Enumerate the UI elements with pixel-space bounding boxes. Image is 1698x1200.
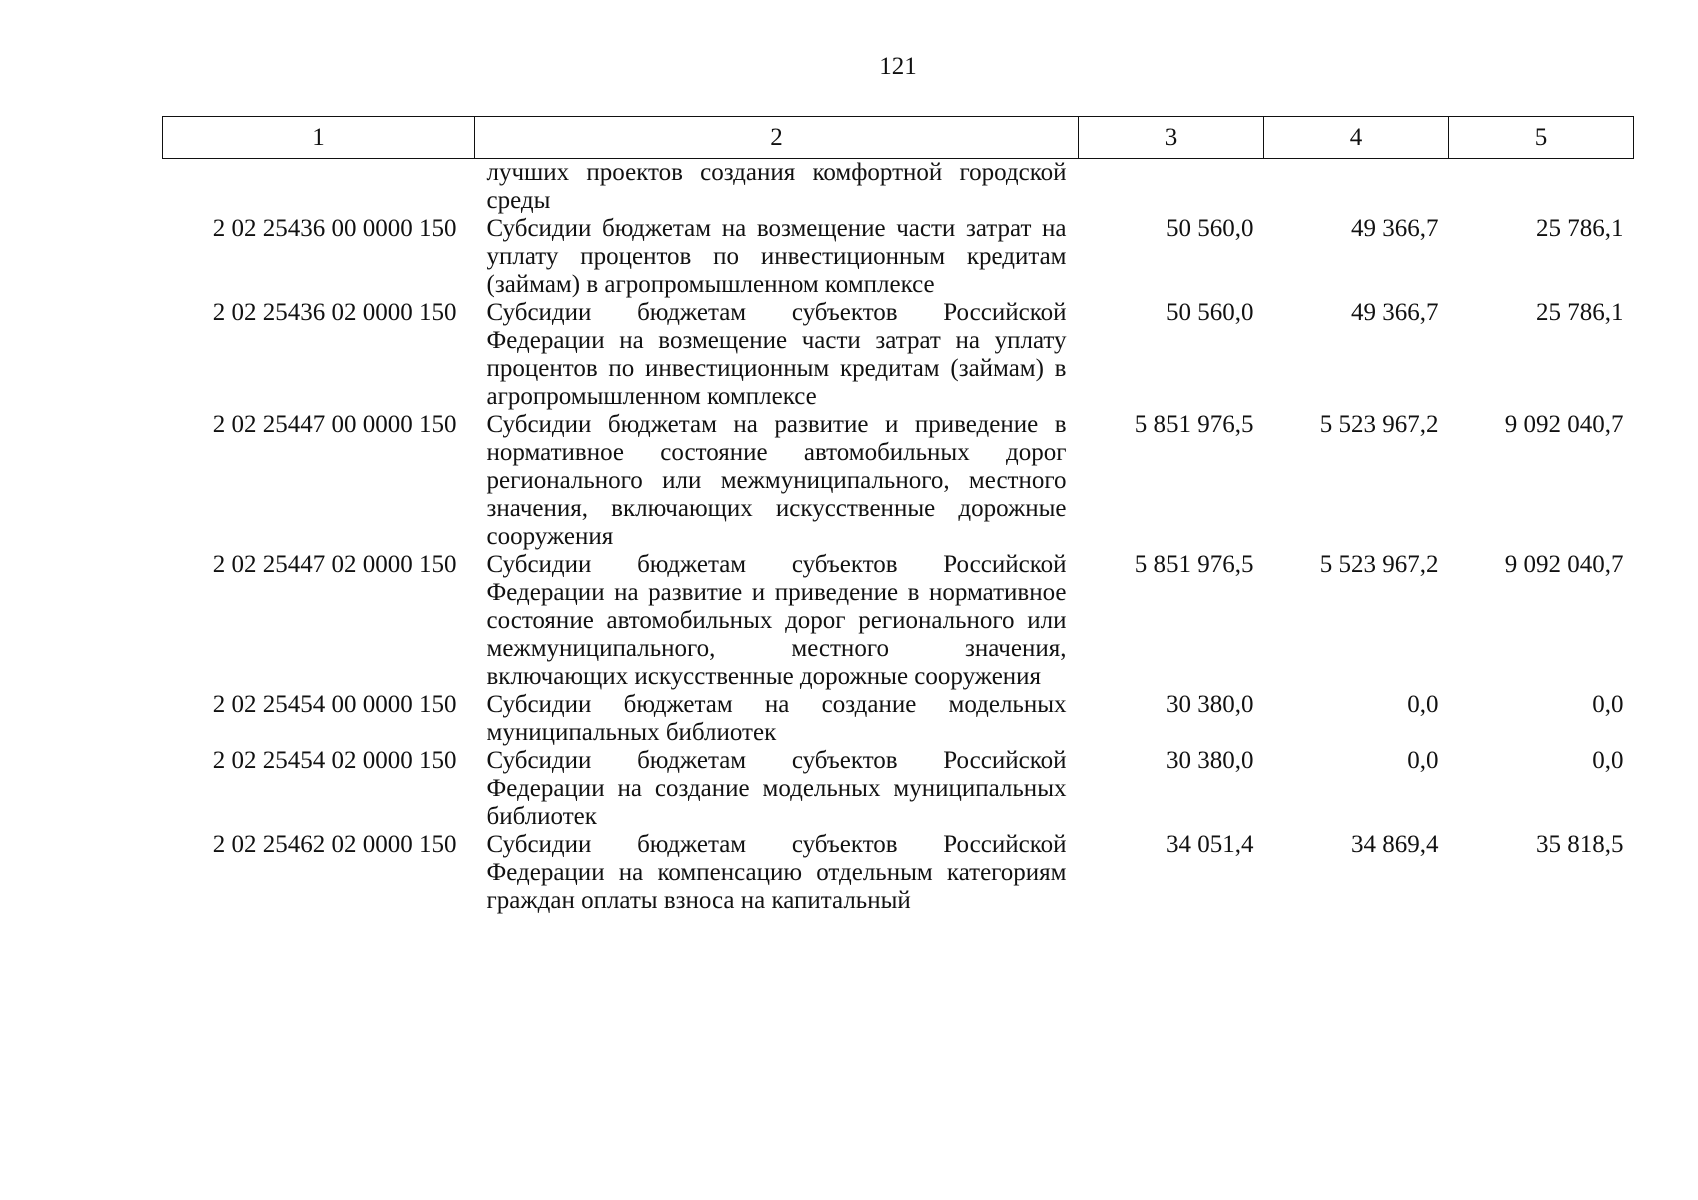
header-row [163, 117, 1634, 159]
row-value-col3: 5 851 976,5 [1134, 551, 1254, 578]
row-description: Субсидии бюджетам на развитие и приведение в нормативное состояние автомобильных дорог регионального или межмуниципального, местного значения, включающих искусственные дорожные сооружения [486, 411, 1067, 550]
row-value-col4: 5 523 967,2 [1319, 411, 1439, 438]
table-row [163, 691, 1634, 747]
table-row [163, 411, 1634, 551]
row-description: лучших проектов создания комфортной городской среды [486, 159, 1067, 214]
row-value-col4: 0,0 [1407, 747, 1439, 774]
table-row [163, 831, 1634, 915]
row-value-col4: 49 366,7 [1351, 215, 1439, 242]
row-code [163, 159, 475, 216]
row-description: Субсидии бюджетам на возмещение части затрат на уплату процентов по инвестиционным кредитам (займам) в агропромышленном комплексе [486, 215, 1067, 298]
header-col-2: 2 [475, 117, 1079, 159]
row-value-col5 [1449, 159, 1634, 216]
row-description: Субсидии бюджетам на создание модельных муниципальных библиотек [486, 691, 1067, 746]
row-value-col3: 34 051,4 [1166, 831, 1254, 858]
row-code: 2 02 25447 02 0000 150 [212, 551, 457, 578]
row-value-col5: 25 786,1 [1536, 215, 1624, 242]
header-col-4: 4 [1264, 117, 1449, 159]
row-description: Субсидии бюджетам субъектов Российской Федерации на создание модельных муниципальных библиотек [486, 747, 1067, 830]
row-value-col4: 0,0 [1407, 691, 1439, 718]
row-code: 2 02 25454 02 0000 150 [212, 747, 457, 774]
row-value-col4: 34 869,4 [1351, 831, 1439, 858]
budget-table [162, 116, 1634, 915]
row-value-col3: 30 380,0 [1166, 747, 1254, 774]
table-row [163, 747, 1634, 831]
row-value-col5: 25 786,1 [1536, 299, 1624, 326]
row-value-col3: 5 851 976,5 [1134, 411, 1254, 438]
row-value-col4 [1264, 159, 1449, 216]
row-value-col4: 5 523 967,2 [1319, 551, 1439, 578]
row-value-col3: 30 380,0 [1166, 691, 1254, 718]
row-code: 2 02 25436 00 0000 150 [212, 215, 457, 242]
table-row [163, 299, 1634, 411]
row-code: 2 02 25447 00 0000 150 [212, 411, 457, 438]
page-number: 121 [879, 53, 917, 80]
row-code: 2 02 25462 02 0000 150 [212, 831, 457, 858]
row-value-col5: 9 092 040,7 [1504, 551, 1624, 578]
row-value-col5: 9 092 040,7 [1504, 411, 1624, 438]
table-row [163, 551, 1634, 691]
row-value-col4: 49 366,7 [1351, 299, 1439, 326]
row-value-col5: 0,0 [1592, 747, 1624, 774]
row-value-col5: 0,0 [1592, 691, 1624, 718]
table-row [163, 159, 1634, 216]
row-value-col5: 35 818,5 [1536, 831, 1624, 858]
header-col-1: 1 [163, 117, 475, 159]
row-code: 2 02 25436 02 0000 150 [212, 299, 457, 326]
row-value-col3: 50 560,0 [1166, 299, 1254, 326]
table-header [163, 117, 1634, 159]
row-value-col3 [1079, 159, 1264, 216]
row-description: Субсидии бюджетам субъектов Российской Федерации на возмещение части затрат на уплату процентов по инвестиционным кредитам (займам) в агропромышленном комплексе [486, 299, 1067, 410]
header-col-3: 3 [1079, 117, 1264, 159]
header-col-5: 5 [1449, 117, 1634, 159]
table-body [163, 159, 1634, 916]
row-code: 2 02 25454 00 0000 150 [212, 691, 457, 718]
row-description: Субсидии бюджетам субъектов Российской Федерации на компенсацию отдельным категориям граждан оплаты взноса на капитальный [486, 831, 1067, 914]
row-value-col3: 50 560,0 [1166, 215, 1254, 242]
row-description: Субсидии бюджетам субъектов Российской Федерации на развитие и приведение в нормативное состояние автомобильных дорог регионального или межмуниципального, местного значения, включающих искусственные дорожные сооружения [486, 551, 1067, 690]
table-row [163, 215, 1634, 299]
